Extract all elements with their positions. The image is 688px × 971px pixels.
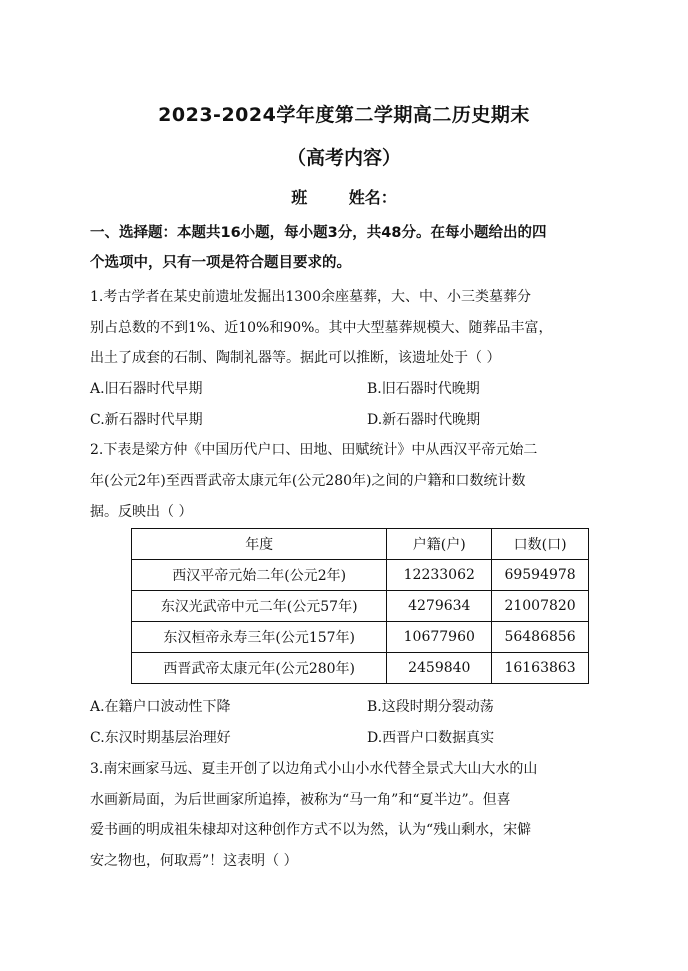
table-header-households: 户籍(户) (387, 529, 492, 560)
census-table (131, 528, 589, 684)
q1-option-b: B.旧石器时代晚期 (367, 381, 480, 397)
table-cell-year: 东汉光武帝中元二年(公元57年) (132, 591, 387, 622)
table-header-row (132, 529, 589, 560)
table-cell-year: 东汉桓帝永寿三年(公元157年) (132, 622, 387, 653)
class-label: 班 (291, 188, 308, 207)
table-row (132, 560, 589, 591)
q1-option-c: C.新石器时代早期 (90, 412, 203, 428)
table-cell-year: 西汉平帝元始二年(公元2年) (132, 560, 387, 591)
table-header-population: 口数(口) (492, 529, 589, 560)
table-cell-year: 西晋武帝太康元年(公元280年) (132, 653, 387, 684)
q3-text-line-1: 3.南宋画家马远、夏圭开创了以边角式小山小水代替全景式大山大水的山 (90, 761, 538, 777)
table-cell-households: 4279634 (387, 591, 492, 622)
q1-text-line-2: 别占总数的不到1%、近10%和90%。其中大型墓葬规模大、随葬品丰富， (90, 320, 553, 336)
table-cell-population: 56486856 (492, 622, 589, 653)
q2-text-line-3: 据。反映出（ ） (90, 504, 193, 520)
table-row (132, 591, 589, 622)
table-cell-households: 2459840 (387, 653, 492, 684)
q2-option-a: A.在籍户口波动性下降 (90, 699, 231, 715)
table-cell-households: 12233062 (387, 560, 492, 591)
table-row (132, 622, 589, 653)
q3-text-line-3: 爱书画的明成祖朱棣却对这种创作方式不以为然，认为“残山剩水，宋僻 (90, 822, 532, 838)
q1-option-a: A.旧石器时代早期 (90, 381, 203, 397)
q2-option-d: D.西晋户口数据真实 (367, 730, 495, 746)
q2-text-line-2: 年(公元2年)至西晋武帝太康元年(公元280年)之间的户籍和口数统计数 (90, 473, 526, 489)
table-cell-population: 21007820 (492, 591, 589, 622)
table-cell-population: 69594978 (492, 560, 589, 591)
q3-text-line-2: 水画新局面，为后世画家所追捧，被称为“马一角”和“夏半边”。但喜 (90, 792, 511, 808)
q1-option-d: D.新石器时代晚期 (367, 412, 481, 428)
q2-option-c: C.东汉时期基层治理好 (90, 730, 231, 746)
page-title: 2023-2024学年度第二学期高二历史期末 (158, 104, 530, 126)
table-header-year: 年度 (132, 529, 387, 560)
section-instructions-line-1: 一、选择题：本题共16小题，每小题3分，共48分。在每小题给出的四 (90, 225, 547, 241)
page-subtitle: （高考内容） (286, 147, 401, 169)
student-info-line (0, 185, 688, 208)
table-cell-population: 16163863 (492, 653, 589, 684)
table-cell-households: 10677960 (387, 622, 492, 653)
section-instructions-line-2: 个选项中，只有一项是符合题目要求的。 (90, 255, 351, 271)
q3-text-line-4: 安之物也，何取焉”！这表明（ ） (90, 853, 298, 869)
name-label: 姓名： (348, 188, 397, 207)
q2-option-b: B.这段时期分裂动荡 (367, 699, 494, 715)
q1-text-line-3: 出土了成套的石制、陶制礼器等。据此可以推断，该遗址处于（ ） (90, 350, 501, 366)
q1-text-line-1: 1.考古学者在某史前遗址发掘出1300余座墓葬，大、中、小三类墓葬分 (90, 289, 531, 305)
q2-text-line-1: 2.下表是梁方仲《中国历代户口、田地、田赋统计》中从西汉平帝元始二 (90, 442, 538, 458)
table-row (132, 653, 589, 684)
